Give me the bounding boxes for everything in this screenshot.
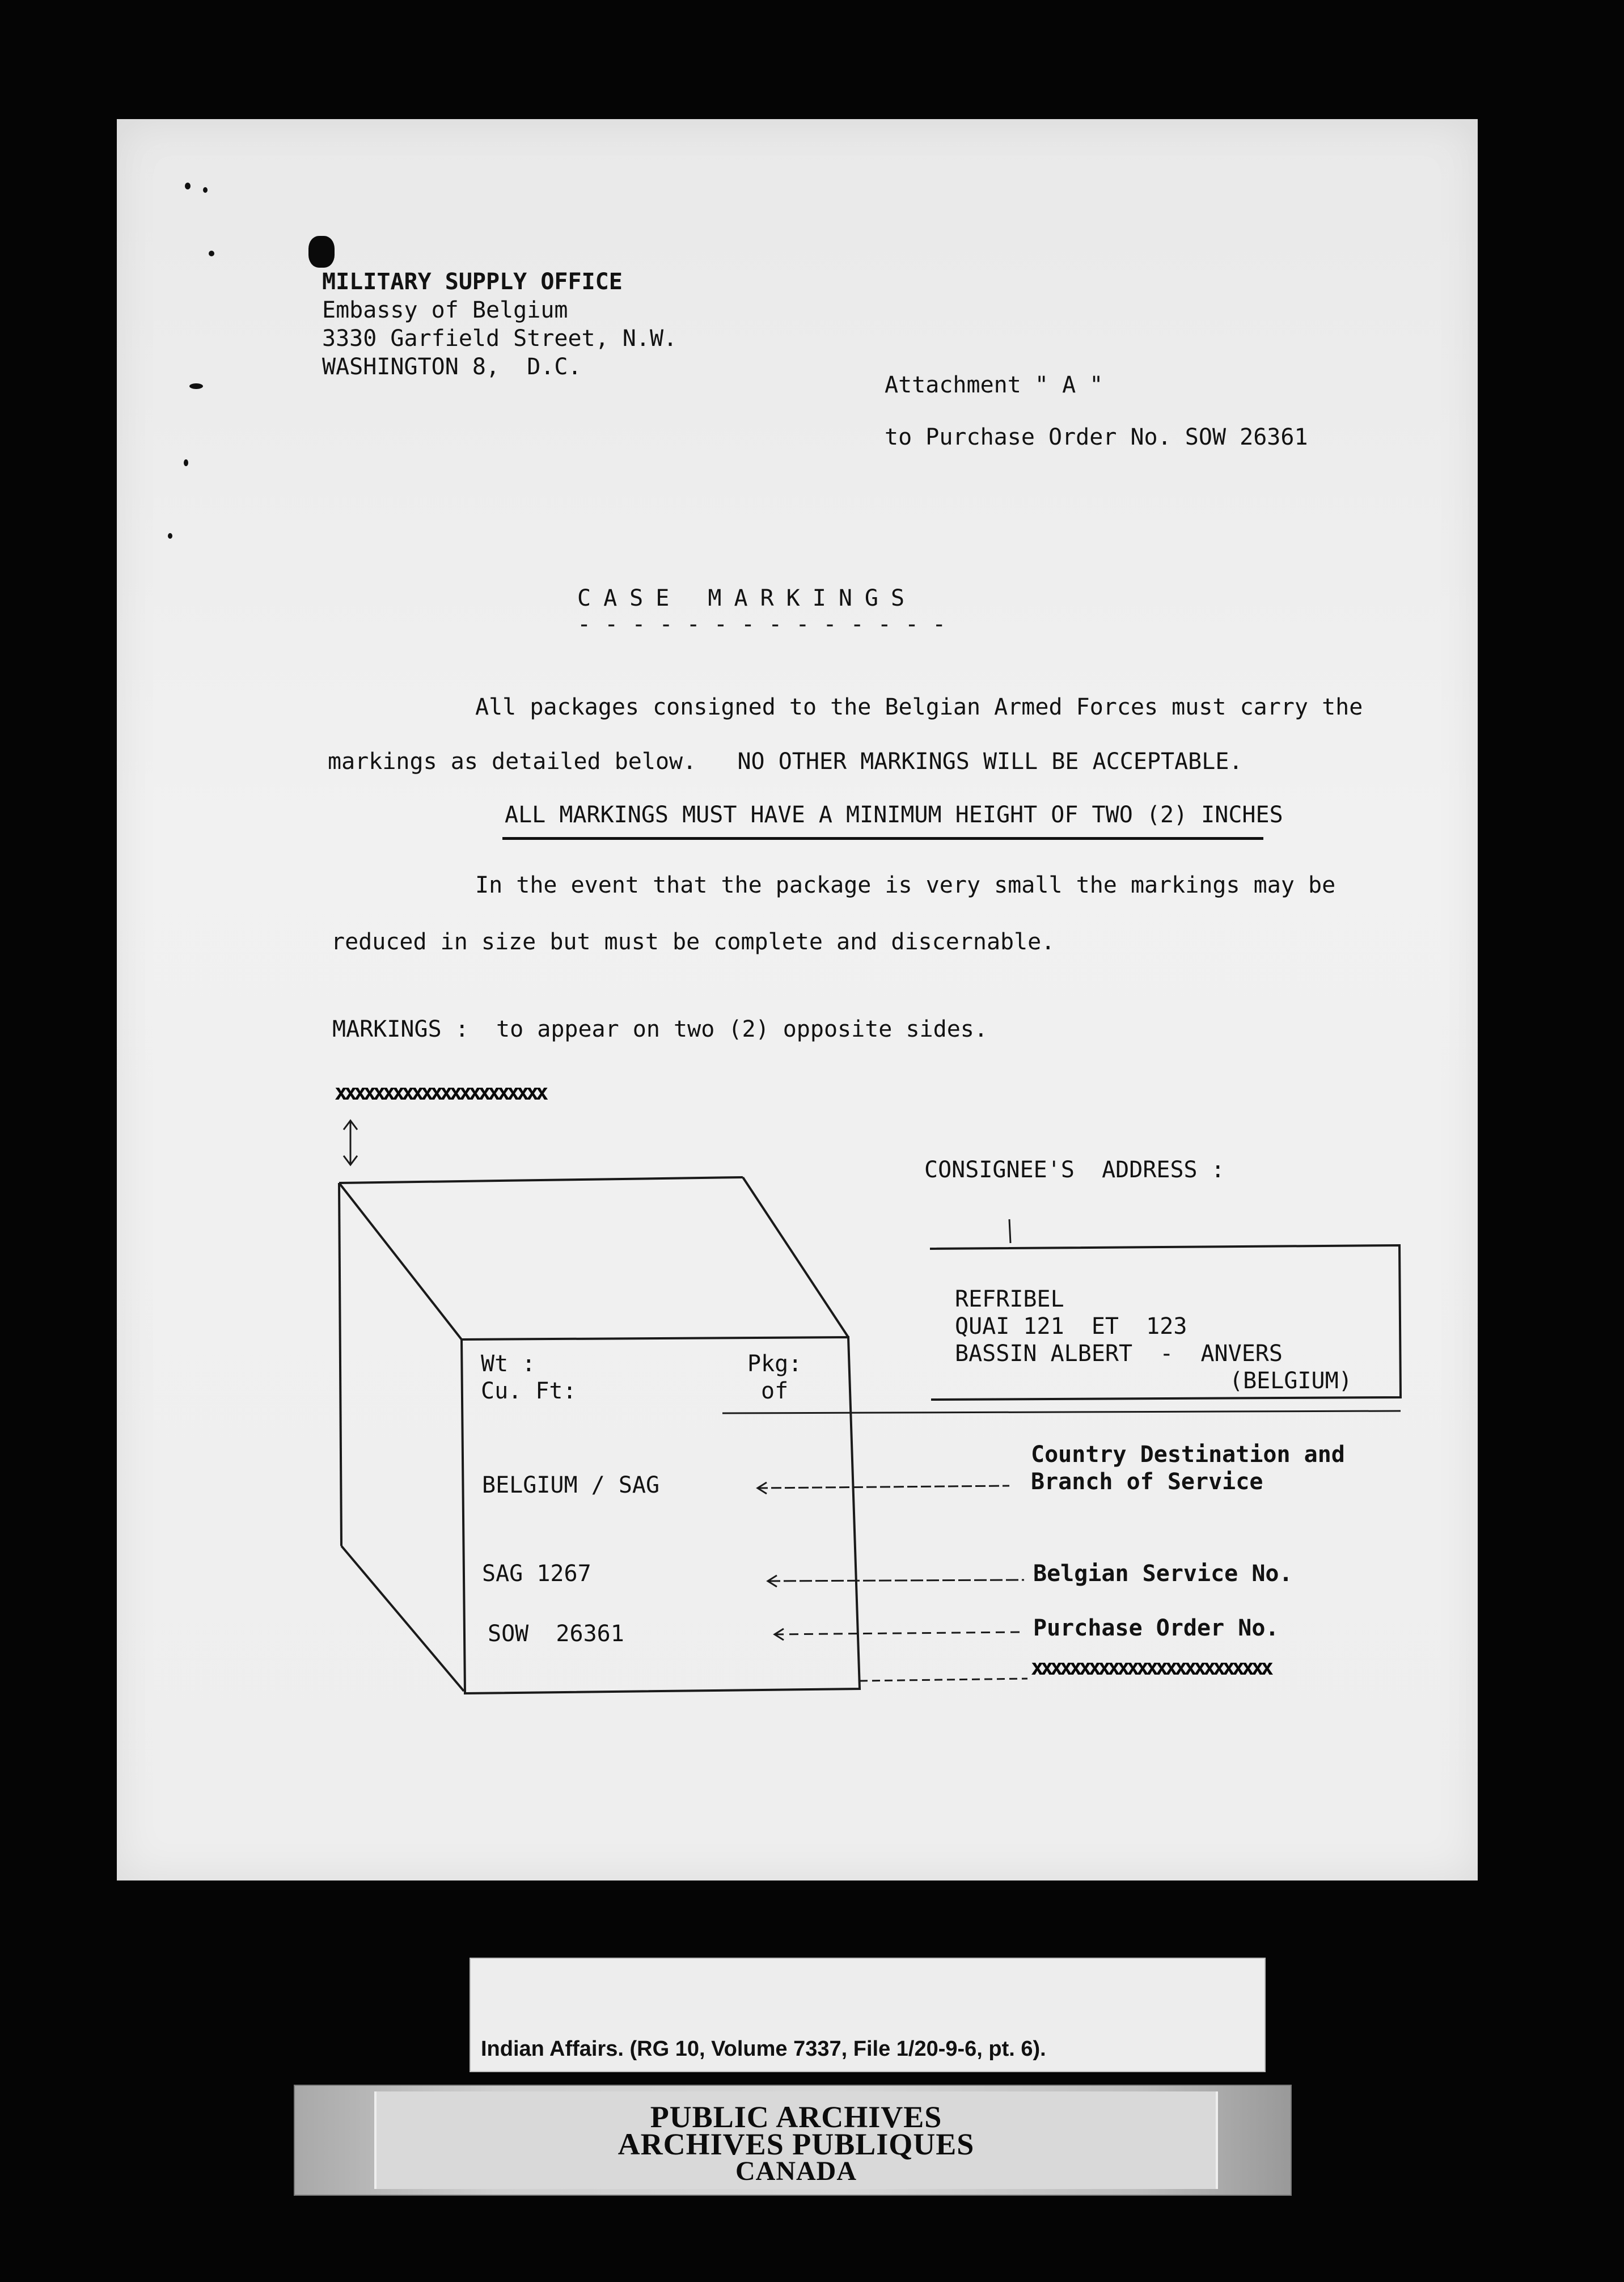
box-po-number: SOW 26361 <box>488 1621 624 1647</box>
stamp-line-3: CANADA <box>735 2156 857 2186</box>
dust-speck <box>185 183 191 189</box>
letterhead-line-1: MILITARY SUPPLY OFFICE <box>322 269 623 295</box>
markings-instruction: MARKINGS : to appear on two (2) opposite sides. <box>332 1016 988 1042</box>
box-service-number: SAG 1267 <box>482 1561 591 1587</box>
callout-line-po <box>775 1632 1022 1634</box>
callout-line-service <box>768 1580 1024 1581</box>
case-diagram <box>117 119 1478 1880</box>
consignee-pointer <box>1009 1219 1010 1243</box>
archive-stamp-label <box>294 2085 1292 2196</box>
archive-reference-label <box>470 1958 1266 2072</box>
box-weight-field: Wt : <box>481 1351 536 1377</box>
consignee-line-4: (BELGIUM) <box>1229 1368 1352 1394</box>
consignee-line-1: REFRIBEL <box>955 1286 1064 1312</box>
paragraph-2-line-2: reduced in size but must be complete and discernable. <box>331 929 1055 955</box>
dust-speck <box>203 187 208 193</box>
letterhead-line-2: Embassy of Belgium <box>322 297 568 323</box>
box-bottom-left-diagonal <box>341 1546 464 1691</box>
paragraph-1-line-1: All packages consigned to the Belgian Armed Forces must carry the <box>475 694 1363 720</box>
callout-line-address <box>722 1411 1401 1413</box>
consignee-line-2: QUAI 121 ET 123 <box>955 1313 1187 1339</box>
consignee-line-3: BASSIN ALBERT - ANVERS <box>955 1341 1283 1367</box>
purchase-order-reference: to Purchase Order No. SOW 26361 <box>885 424 1308 450</box>
minimum-height-notice: ALL MARKINGS MUST HAVE A MINIMUM HEIGHT OF TWO (2) INCHES <box>505 802 1283 828</box>
callout-country-line-1: Country Destination and <box>1031 1442 1345 1468</box>
paragraph-2-line-1: In the event that the package is very small the markings may be <box>475 872 1336 898</box>
consignee-label: CONSIGNEE'S ADDRESS : <box>924 1157 1225 1183</box>
paragraph-1-line-2: markings as detailed below. NO OTHER MARKINGS WILL BE ACCEPTABLE. <box>328 749 1243 775</box>
callout-line-country <box>758 1486 1009 1488</box>
title-rule: - - - - - - - - - - - - - - <box>577 611 946 637</box>
box-of-field: of <box>761 1378 789 1404</box>
page-title: CASE MARKINGS <box>577 585 917 611</box>
box-left-edge <box>339 1183 341 1546</box>
dust-speck <box>184 459 188 466</box>
box-package-field: Pkg: <box>747 1351 802 1377</box>
crossed-out-row-bottom: xxxxxxxxxxxxxxxxxxxxxxxxx <box>1031 1655 1270 1680</box>
box-top-left-diagonal <box>339 1183 462 1339</box>
dust-speck <box>209 251 214 256</box>
box-cubic-feet-field: Cu. Ft: <box>481 1378 577 1404</box>
callout-purchase-order: Purchase Order No. <box>1033 1615 1279 1641</box>
stamp-line-2: ARCHIVES PUBLIQUES <box>618 2127 975 2161</box>
archive-reference: Indian Affairs. (RG 10, Volume 7337, File 1/20-9-6, pt. 6). <box>481 2037 1046 2061</box>
callout-country-line-2: Branch of Service <box>1031 1469 1263 1495</box>
stamp-line-1: PUBLIC ARCHIVES <box>650 2100 942 2134</box>
attachment-label: Attachment " A " <box>885 372 1103 398</box>
callout-line-bottom <box>860 1679 1027 1681</box>
letterhead-line-4: WASHINGTON 8, D.C. <box>322 354 582 380</box>
archive-stamp-panel <box>374 2091 1218 2189</box>
callout-service-number: Belgian Service No. <box>1033 1561 1293 1587</box>
box-country-marking: BELGIUM / SAG <box>482 1472 660 1498</box>
crossed-out-row-top: xxxxxxxxxxxxxxxxxxxxxx <box>335 1080 545 1105</box>
dust-speck <box>168 533 172 539</box>
letterhead-line-3: 3330 Garfield Street, N.W. <box>322 326 678 352</box>
consignee-box <box>930 1245 1401 1400</box>
box-front-face <box>462 1337 860 1693</box>
dust-speck <box>189 383 203 389</box>
box-top-right-diagonal <box>743 1177 848 1337</box>
box-top-edge <box>339 1177 743 1183</box>
document-page <box>117 119 1478 1880</box>
